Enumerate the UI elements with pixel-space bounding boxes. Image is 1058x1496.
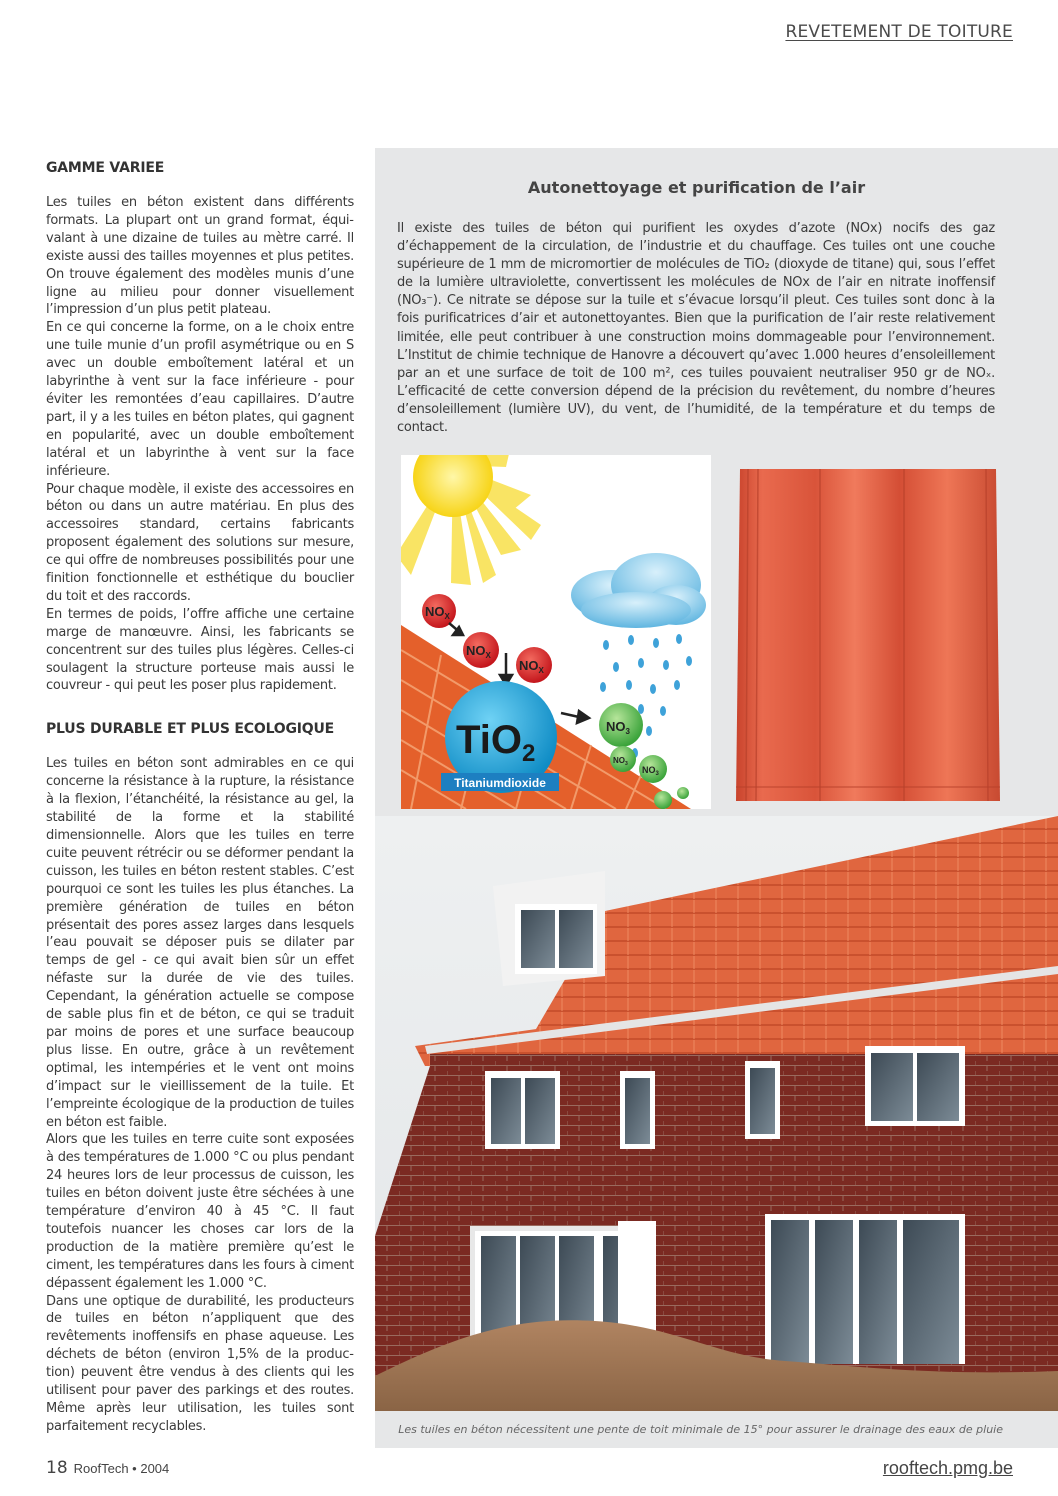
paragraph: Pour chaque modèle, il existe des accessoires en béton ou dans un autre matériau. En plus des accessoires standard, certains fabricants proposent également des solutions sur mesure, ce qui offre de nombreuses possibilités pour une finition fonctionnelle et esthétique du bouclier du toit et des raccords. bbox=[46, 481, 354, 604]
photo-caption: Les tuiles en béton nécessitent une pente de toit minimale de 15° pour assurer le drainage des eaux de pluie bbox=[398, 1423, 1003, 1436]
paragraph: Les tuiles en béton existent dans différents formats. La plupart ont un grand format, équivalant à une dizaine de tuiles au mètre carré. Il existe aussi des tailles moyennes et plus petites. On trouve également des modèles munis d’une ligne au milieu pour donner visuellement l’impression d’un plus petit plateau. bbox=[46, 195, 354, 318]
paragraph: Les tuiles en béton sont admirables en ce qui concerne la résistance à la rupture, la résistance à la flexion, l’étanchéité, la résistance au gel, la stabilité de la forme et la stabilité dimensionnelle. Alors que les tuiles en terre cuite peuvent rétrécir ou se déformer pendant la cuisson, les tuiles en béton restent stables. C’est pourquoi ce sont les tuiles les plus étanches. La première génération de tuiles en béton présentait des pores assez larges dans lesquels l’eau pouvait se déposer puis se dilater par temps de gel - ce qui avait bien sûr un effet néfaste sur la durée de vie des tuiles. Cependant, la génération actuelle se compose de sable plus fin et de béton, ce qui se traduit par moins de pores et une surface beaucoup plus lisse. En outre, grâce à un revêtement optimal, les intempéries et le vent ont moins d’impact sur le vieillissement de la tuile. Et l’empreinte écologique de la production de tuiles en béton est faible. bbox=[46, 756, 354, 1130]
sidebar-text: Il existe des tuiles de béton qui purifient les oxydes d’azote (NOx) nocifs des gaz d’échappement de la circulation, de l’industrie et du chauffage. Ces tuiles ont une couche supérieure de 1 mm de micromortier de molécules de TiO₂ (dioxyde de titane) qui, sous l’effet de la lumière ultraviolette, convertissent les molécules de NOx de l’air en nitrate inoffensif (NO₃⁻). Ce nitrate se dépose sur la tuile et s’évacue lorsqu’il pleut. Ces tuiles sont donc à la fois purificatrices d’air et autonettoyantes. Bien que la purification de l’air reste relativement limitée, elle peut contribuer à une construction moins dommageable pour l’environnement. L’Institut de chimie technique de Hanovre a découvert qu’avec 1.000 heures d’ensoleillement par an et une surface de toit de 100 m², ces tuiles pouvaient neutraliser 950 gr de NOₓ. L’efficacité de cette conversion dépend de la précision du revêtement, du nombre d’heures d’ensoleillement (lumière UV), du vent, de l’humidité, de la température et du temps de contact. bbox=[397, 221, 995, 436]
magazine-label: RoofTech • 2004 bbox=[73, 1461, 170, 1476]
house-image bbox=[375, 816, 1058, 1411]
svg-text:NOX: $NO_X$ bbox=[519, 658, 544, 675]
svg-text:NOX: $NO_X$ bbox=[466, 643, 491, 660]
left-column bbox=[46, 160, 354, 1436]
no3-molecule bbox=[610, 746, 636, 772]
tio2-illustration bbox=[401, 455, 711, 809]
paragraph: En ce qui concerne la forme, on a le choix entre une tuile munie d’un profil asymétrique ou en S avec un double emboîtement latéral et un labyrinthe à vent sur la face inférieure - pour éviter les remontées d’eau capillaires. D’autre part, il y a les tuiles en béton plates, qui gagnent en popularité, avec un double emboîtement latéral et un labyrinthe à vent sur la face inférieure. bbox=[46, 320, 354, 479]
footer-left bbox=[46, 1458, 169, 1478]
concrete-tile-photo bbox=[734, 465, 1002, 805]
paragraph: Dans une optique de durabilité, les producteurs de tuiles en béton n’appliquent que des revêtements inoffensifs en phase aqueuse. Les déchets de béton (environ 1,5% de la production) peuvent être vendus à des clients qui les utilisent pour paver des parkings et des routes. Même après leur utilisation, les tuiles sont parfaitement recyclables. bbox=[46, 1293, 354, 1434]
svg-text:NO3: $NO_3$ bbox=[642, 765, 659, 777]
svg-text:NO3: $NO_3$ bbox=[606, 719, 630, 736]
nox-molecule bbox=[422, 594, 456, 628]
footer-url-link[interactable]: rooftech.pmg.be bbox=[882, 1458, 1013, 1478]
no3-molecule bbox=[599, 703, 643, 747]
section-header: REVETEMENT DE TOITURE bbox=[785, 22, 1013, 42]
heading-plus-durable: PLUS DURABLE ET PLUS ECOLOGIQUE bbox=[46, 721, 335, 738]
tio2-diagram bbox=[401, 455, 711, 809]
tile-image bbox=[734, 465, 1002, 805]
svg-text:Titaniumdioxide: Titaniumdioxide bbox=[454, 776, 546, 790]
house-photo bbox=[375, 816, 1058, 1411]
page-number: 18 bbox=[46, 1458, 68, 1478]
nox-molecule bbox=[516, 647, 552, 683]
paragraph: En termes de poids, l’offre affiche une certaine marge de manœuvre. Ainsi, les fabricants se concentrent sur des tuiles plus légères. Celles-ci soulagent la structure porteuse mais aussi le couvreur - qui peut les poser plus rapidement. bbox=[46, 606, 354, 694]
svg-text:TiO2: TiO$_2$ bbox=[456, 718, 536, 767]
no3-molecule bbox=[639, 755, 667, 783]
paragraph: Alors que les tuiles en terre cuite sont exposées à des températures de 1.000 °C ou plus pendant 24 heures lors de leur processus de cuisson, les tuiles en béton doivent juste être séchées à une température d’environ 40 à 45 °C. Il faut toutefois nuancer les choses car lors de la production de la matière première qu’est le ciment, les températures dans les fours à ciment dépassent également les 1.000 °C. bbox=[46, 1132, 354, 1291]
nox-molecule bbox=[463, 632, 499, 668]
sidebar-title: Autonettoyage et purification de l’air bbox=[527, 178, 866, 197]
heading-gamme-variee: GAMME VARIEE bbox=[46, 160, 165, 176]
svg-text:NOX: $NO_X$ bbox=[425, 604, 450, 621]
svg-text:NO3: $NO_3$ bbox=[613, 756, 628, 767]
